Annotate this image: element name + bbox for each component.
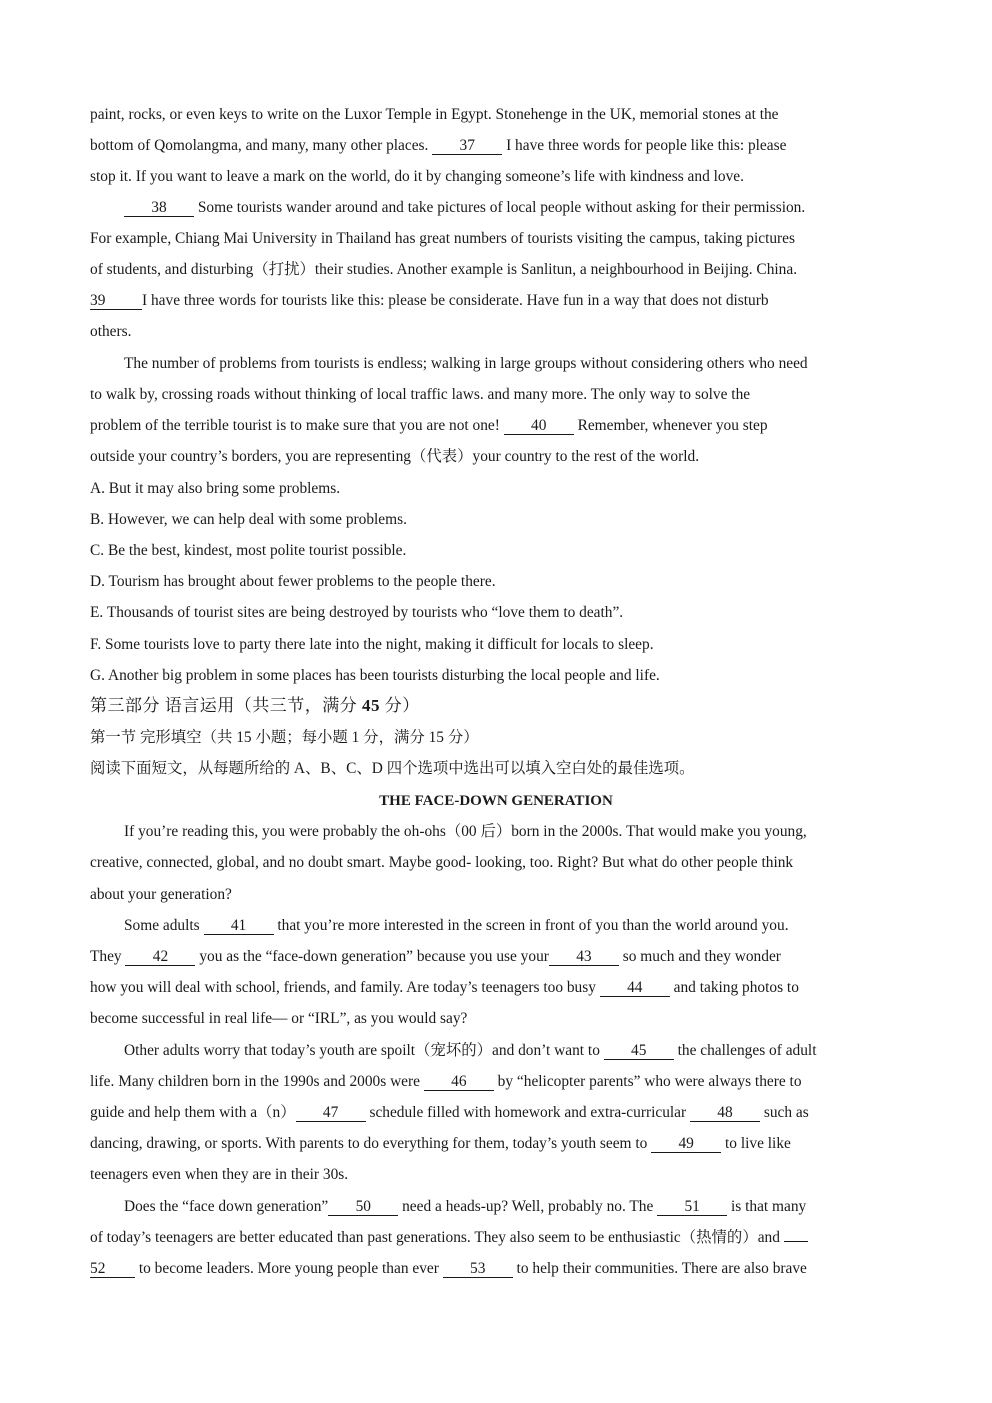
text: so much and they wonder [618,948,781,965]
text-line [90,853,906,873]
text: bottom of Qomolangma, and many, many other places. [90,137,433,154]
text: to walk by, crossing roads without thinking of local traffic laws. and many more. The only way to solve the [90,386,751,403]
text: problem of the terrible tourist is to make sure that you are not one! [90,417,504,434]
blank-49[interactable]: 49 [651,1135,721,1153]
text: The number of problems from tourists is endless; walking in large groups without considering others who need [124,355,808,372]
blank-37[interactable]: 37 [432,137,502,155]
text-line [124,822,906,842]
text: I have three words for tourists like this: please be considerate. Have fun in a way that does not disturb [142,292,769,309]
text: is that many [727,1198,807,1215]
text-line [124,1197,906,1217]
text: of today’s teenagers are better educated than past generations. They also seem to be enthusiastic（热情的）and [90,1229,780,1246]
blank-52-start[interactable] [784,1241,808,1242]
option-c: C. Be the best, kindest, most polite tourist possible. [90,542,407,559]
text: life. Many children born in the 1990s and 2000s were [90,1073,424,1090]
text-line [90,1072,906,1092]
text: creative, connected, global, and no doubt smart. Maybe good- looking, too. Right? But what do other people think [90,854,794,871]
blank-50[interactable]: 50 [328,1198,398,1216]
text-line [90,136,906,156]
option-b: B. However, we can help deal with some problems. [90,511,407,528]
text: others. [90,323,132,340]
text-line [90,978,906,998]
part3-heading [90,696,906,716]
text-line [90,947,906,967]
blank-42[interactable]: 42 [125,948,195,966]
text-line [90,105,906,125]
text: stop it. If you want to leave a mark on the world, do it by changing someone’s life with kindness and love. [90,168,744,185]
text: dancing, drawing, or sports. With parents to do everything for them, today’s youth seem to [90,1135,652,1152]
blank-39[interactable]: 39 [90,292,142,310]
blank-45[interactable]: 45 [604,1042,674,1060]
text: need a heads-up? Well, probably no. The [398,1198,658,1215]
text: 分） [380,696,420,715]
text-line [90,1009,906,1029]
text-line [90,885,906,905]
text: Does the “face down generation” [124,1198,329,1215]
text-line [90,416,906,436]
text: how you will deal with school, friends, and family. Are today’s teenagers too busy [90,979,600,996]
blank-47[interactable]: 47 [296,1104,366,1122]
text: Some adults [124,917,204,934]
text: guide and help them with a（n） [90,1104,296,1121]
text: of students, and disturbing（打扰）their studies. Another example is Sanlitun, a neighbourhood in Beijing. China. [90,261,798,278]
text-line [90,167,906,187]
blank-52[interactable]: 52 [90,1260,135,1278]
score: 45 [362,696,380,715]
text-line [124,1041,906,1061]
text-line [90,385,906,405]
blank-44[interactable]: 44 [600,979,670,997]
text-line [124,354,906,374]
text: to become leaders. More young people than ever [135,1260,443,1277]
text-line [90,322,906,342]
option-d: D. Tourism has brought about fewer problems to the people there. [90,573,496,590]
text-line [90,229,906,249]
text: and taking photos to [669,979,799,996]
blank-38[interactable]: 38 [124,199,194,217]
blank-46[interactable]: 46 [424,1073,494,1091]
text: such as [759,1104,809,1121]
text: to help their communities. There are also brave [512,1260,807,1277]
text: Some tourists wander around and take pictures of local people without asking for their permission. [194,199,806,216]
text-line [124,198,906,218]
section-heading: 第一节 完形填空（共 15 小题；每小题 1 分，满分 15 分） [90,729,479,746]
text: I have three words for people like this: please [502,137,787,154]
option-g: G. Another big problem in some places has been tourists disturbing the local people and life. [90,667,660,684]
text: outside your country’s borders, you are representing（代表）your country to the rest of the world. [90,448,700,465]
text: the challenges of adult [673,1042,817,1059]
blank-51[interactable]: 51 [657,1198,727,1216]
text: about your generation? [90,886,232,903]
text: If you’re reading this, you were probably the oh-ohs（00 后）born in the 2000s. That would make you young, [124,823,807,840]
option-e: E. Thousands of tourist sites are being destroyed by tourists who “love them to death”. [90,604,624,621]
text: For example, Chiang Mai University in Thailand has great numbers of tourists visiting the campus, taking pictures [90,230,795,247]
text-line [90,1259,906,1279]
text-line [90,1165,906,1185]
text: They [90,948,126,965]
text-line [90,291,906,311]
article-title: THE FACE-DOWN GENERATION [379,793,613,809]
text: become successful in real life— or “IRL”, as you would say? [90,1010,468,1027]
text: teenagers even when they are in their 30s. [90,1166,349,1183]
blank-48[interactable]: 48 [690,1104,760,1122]
text: paint, rocks, or even keys to write on the Luxor Temple in Egypt. Stonehenge in the UK, memorial stones at the [90,106,779,123]
text: you as the “face-down generation” because you use your [195,948,549,965]
text: by “helicopter parents” who were always there to [493,1073,802,1090]
text-line [90,447,906,467]
text: to live like [721,1135,791,1152]
text-line [124,916,906,936]
text: Remember, whenever you step [573,417,768,434]
text-line [90,260,906,280]
option-a: A. But it may also bring some problems. [90,480,341,497]
text-line [90,1228,906,1248]
blank-43[interactable]: 43 [549,948,619,966]
text: that you’re more interested in the screen in front of you than the world around you. [273,917,789,934]
blank-40[interactable]: 40 [504,417,574,435]
text: 第三部分 语言运用（共三节，满分 [90,696,362,715]
option-f: F. Some tourists love to party there late into the night, making it difficult for locals to sleep. [90,636,654,653]
instruction: 阅读下面短文，从每题所给的 A、B、C、D 四个选项中选出可以填入空白处的最佳选项。 [90,760,695,777]
blank-53[interactable]: 53 [443,1260,513,1278]
blank-41[interactable]: 41 [204,917,274,935]
text: schedule filled with homework and extra-curricular [365,1104,690,1121]
text: Other adults worry that today’s youth are spoilt（宠坏的）and don’t want to [124,1042,604,1059]
text-line [90,1103,906,1123]
text-line [90,1134,906,1154]
